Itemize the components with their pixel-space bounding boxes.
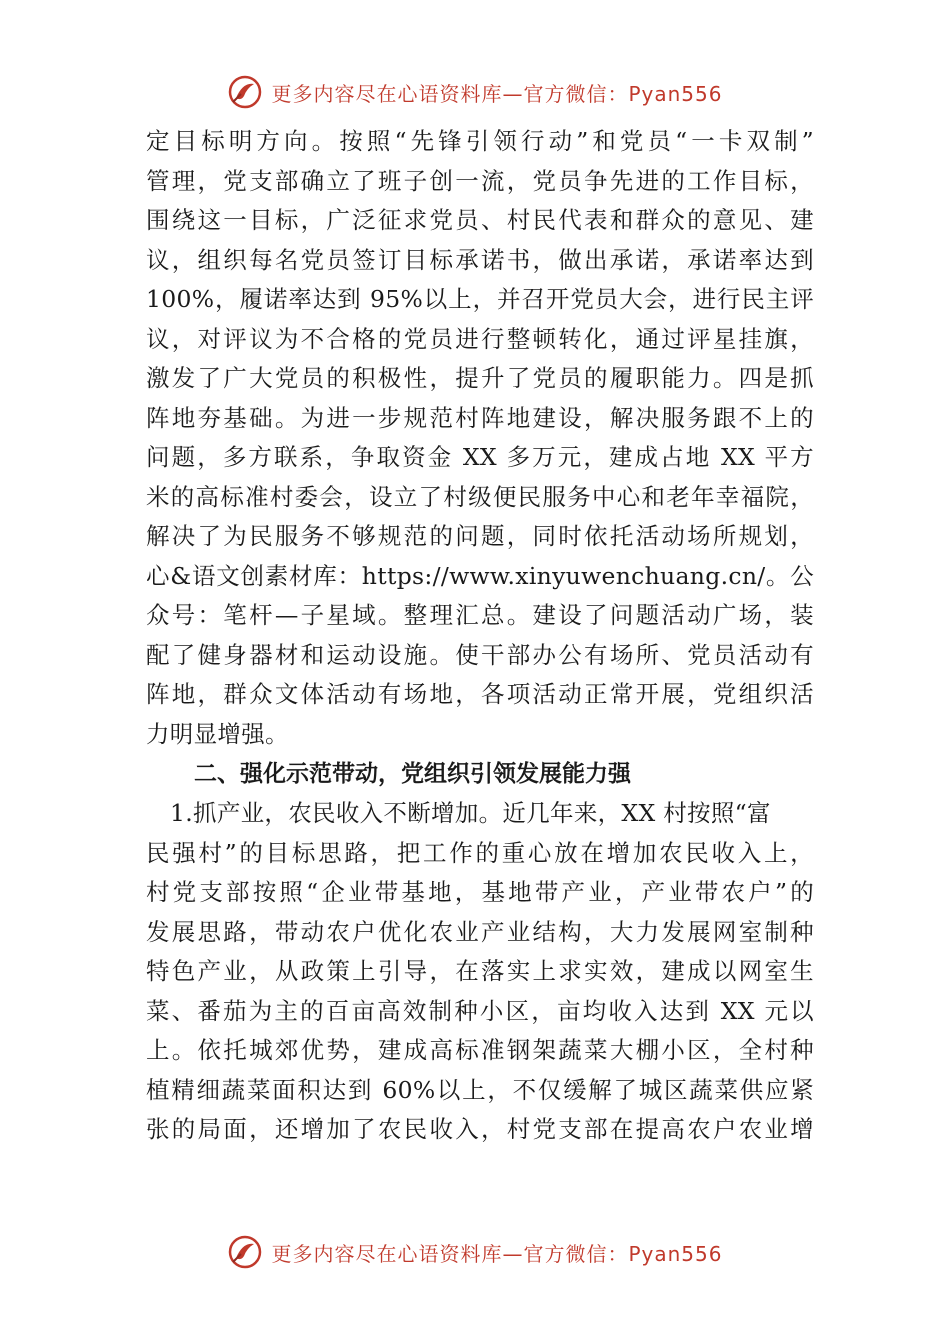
document-body: [146, 122, 814, 1150]
body-line: 激发了广大党员的积极性，提升了党员的履职能力。四是抓: [146, 364, 814, 392]
banner-text: 更多内容尽在心语资料库—官方微信：Pyan556: [271, 1241, 723, 1266]
body-line: 议，组织每名党员签订目标承诺书，做出承诺，承诺率达到: [146, 245, 814, 274]
section-line: 上。依托城郊优势，建成高标准钢架蔬菜大棚小区，全村种: [146, 1036, 814, 1064]
pen-swirl-logo-icon: [227, 74, 263, 110]
section-line: 1.抓产业，农民收入不断增加。近几年来，XX 村按照“富: [170, 799, 771, 827]
body-line: 米的高标准村委会，设立了村级便民服务中心和老年幸福院，: [146, 482, 814, 511]
footer-banner: [0, 1232, 950, 1272]
section-heading: 二、强化示范带动，党组织引领发展能力强: [194, 761, 631, 787]
body-line: 问题，多方联系，争取资金 XX 多万元，建成占地 XX 平方: [146, 443, 814, 471]
body-line: 配了健身器材和运动设施。使干部办公有场所、党员活动有: [146, 640, 814, 669]
banner-text: 更多内容尽在心语资料库—官方微信：Pyan556: [271, 81, 723, 106]
section-line: 村党支部按照“企业带基地，基地带产业，产业带农户”的: [146, 878, 814, 906]
body-line: 议，对评议为不合格的党员进行整顿转化，通过评星挂旗，: [146, 324, 814, 353]
body-line: 心&语文创素材库：https://www.xinyuwenchuang.cn/。公: [146, 561, 814, 590]
section-line: 特色产业，从政策上引导，在落实上求实效，建成以网室生: [146, 957, 814, 985]
body-line: 阵地夯基础。为进一步规范村阵地建设，解决服务跟不上的: [146, 403, 814, 432]
section-line: 菜、番茄为主的百亩高效制种小区，亩均收入达到 XX 元以: [146, 996, 814, 1025]
body-line: 解决了为民服务不够规范的问题，同时依托活动场所规划，: [146, 522, 814, 550]
section-line: 张的局面，还增加了农民收入，村党支部在提高农户农业增: [146, 1115, 814, 1143]
body-line: 力明显增强。: [146, 719, 289, 748]
section-line: 民强村”的目标思路，把工作的重心放在增加农民收入上，: [146, 838, 814, 867]
body-line: 定目标明方向。按照“先锋引领行动”和党员“一卡双制”: [146, 127, 814, 155]
body-line: 围绕这一目标，广泛征求党员、村民代表和群众的意见、建: [146, 206, 814, 234]
header-banner: [0, 72, 950, 112]
body-line: 阵地，群众文体活动有场地，各项活动正常开展，党组织活: [146, 680, 814, 708]
section-line: 植精细蔬菜面积达到 60%以上，不仅缓解了城区蔬菜供应紧: [146, 1075, 814, 1104]
section-line: 发展思路，带动农户优化农业产业结构，大力发展网室制种: [146, 917, 814, 946]
body-line: 100%，履诺率达到 95%以上，并召开党员大会，进行民主评: [146, 285, 814, 313]
body-line: 众号：笔杆—子星域。整理汇总。建设了问题活动广场，装: [146, 601, 814, 629]
body-line: 管理，党支部确立了班子创一流，党员争先进的工作目标，: [146, 166, 814, 195]
pen-swirl-logo-icon: [227, 1234, 263, 1270]
